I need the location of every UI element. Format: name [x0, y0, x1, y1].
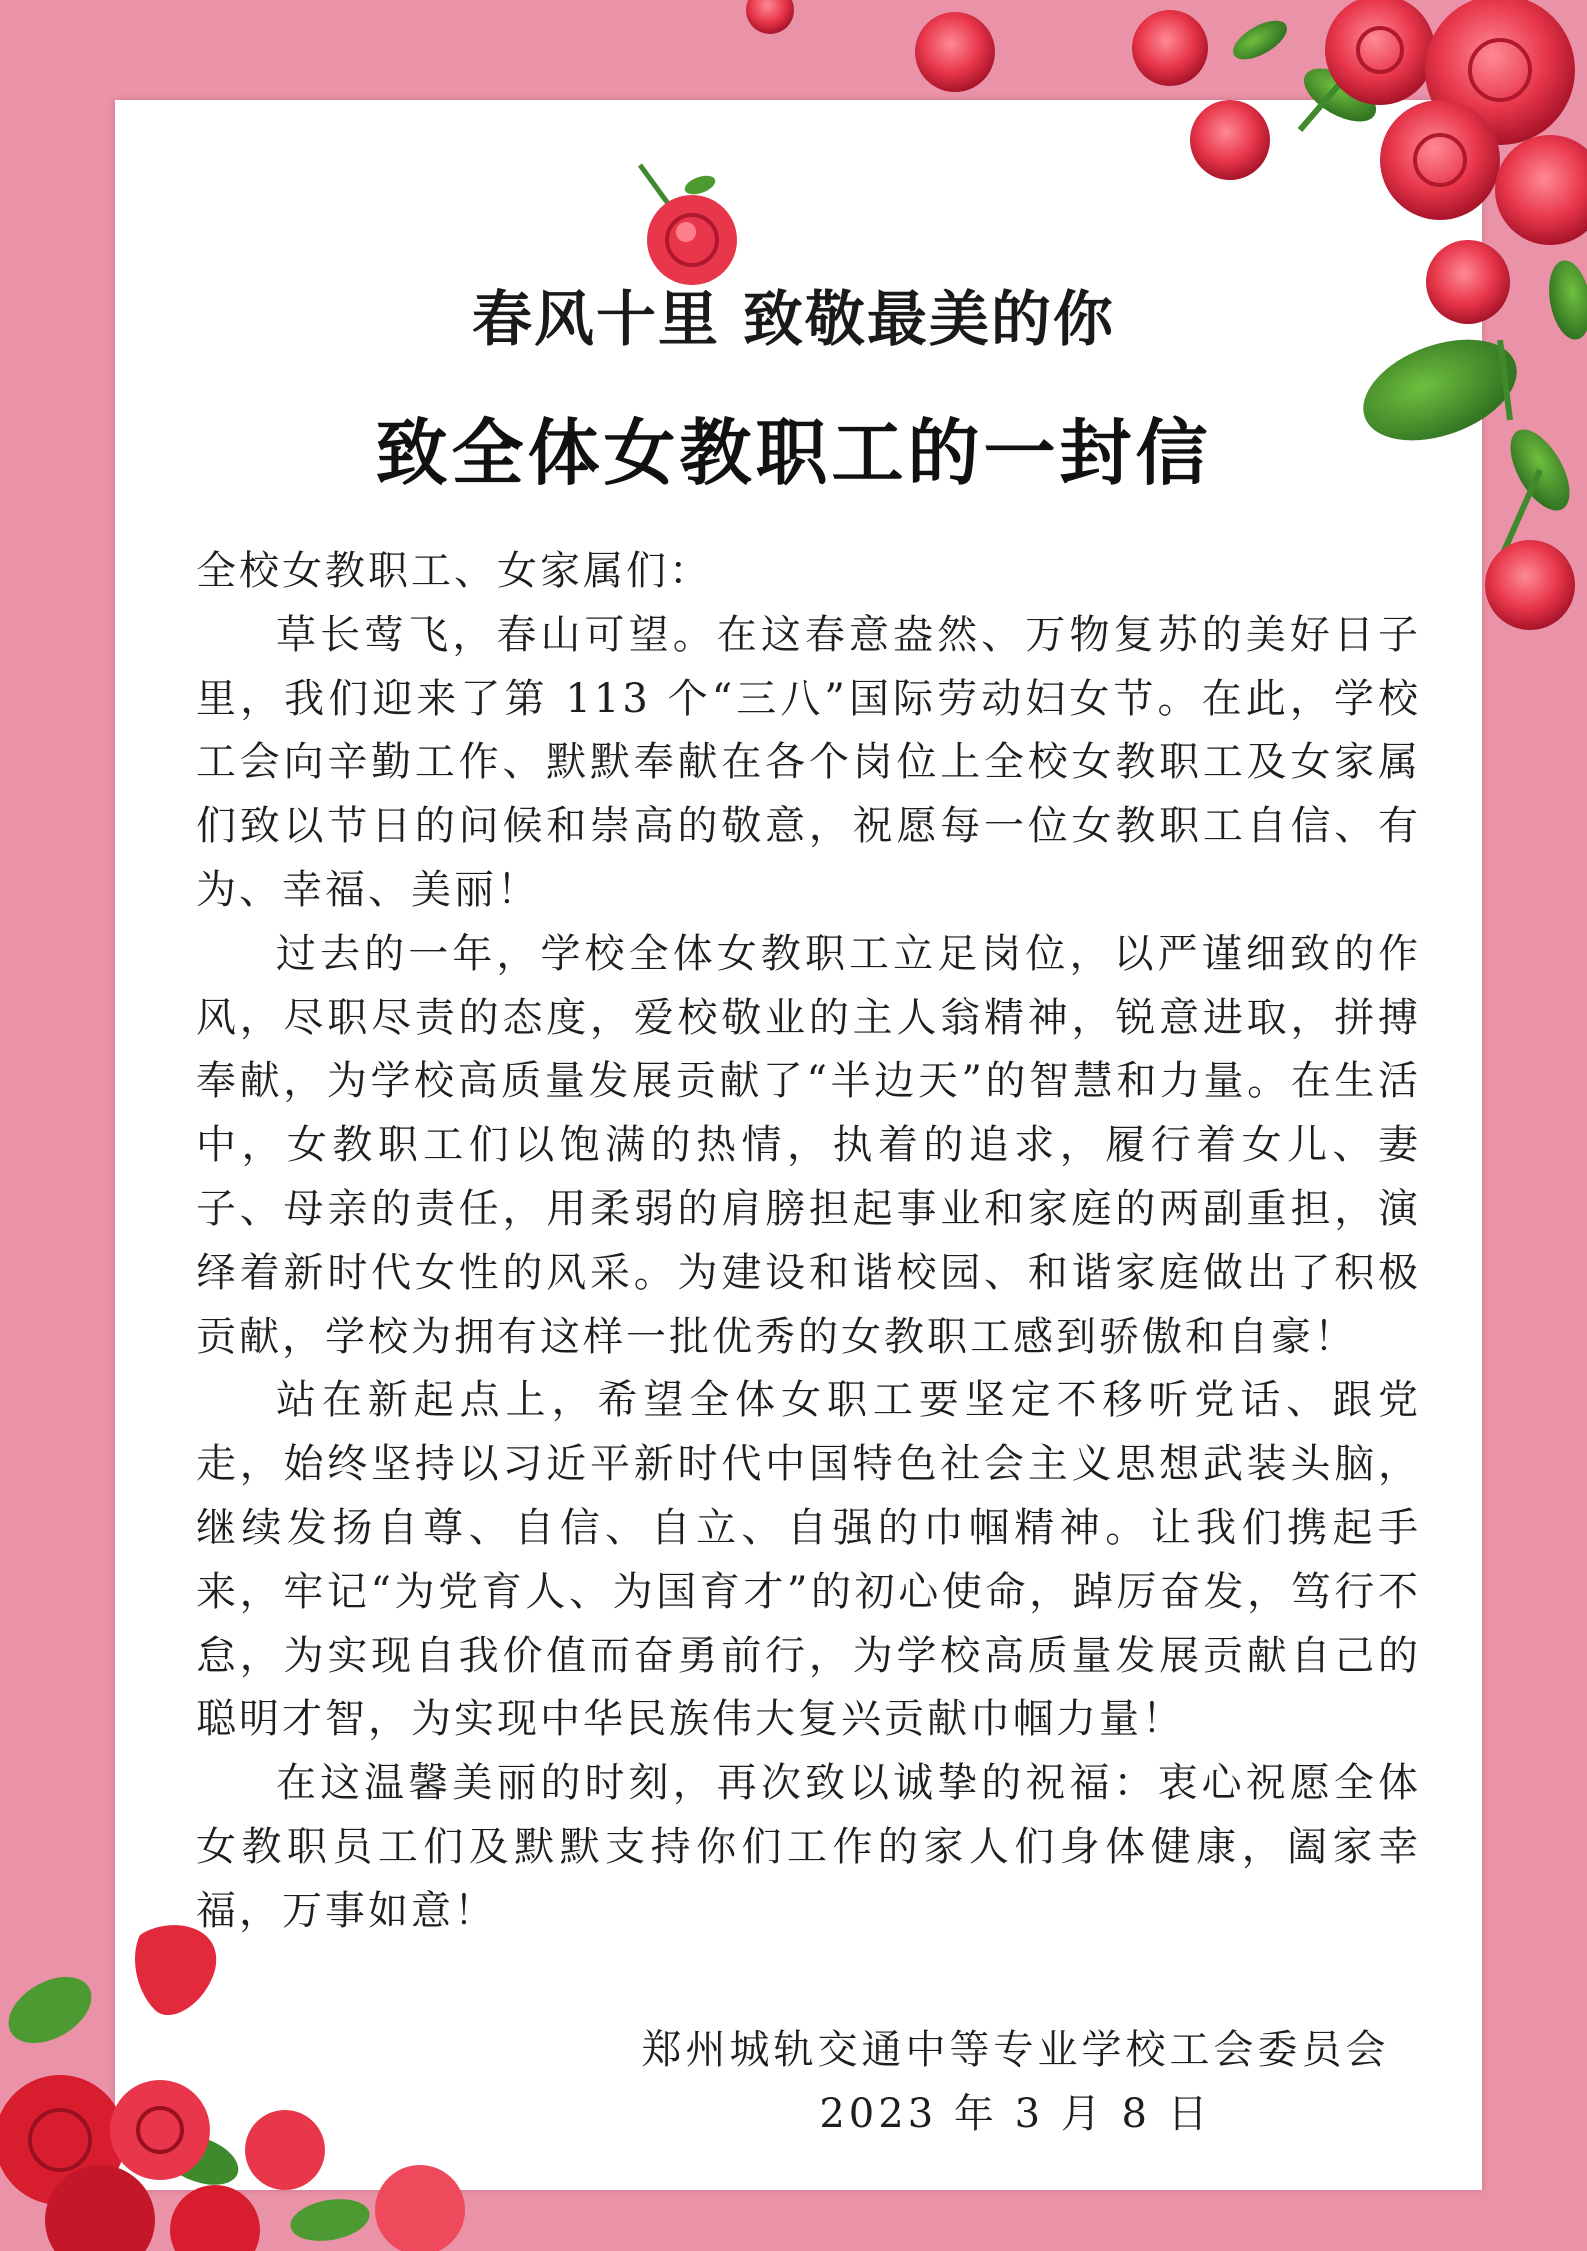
letter-body — [196, 540, 1421, 1944]
letter-salutation: 全校女教职工、女家属们： — [196, 548, 712, 594]
letter-title-line1: 春风十里 致敬最美的你 — [472, 285, 1115, 355]
letter-paragraph: 过去的一年，学校全体女教职工立足岗位，以严谨细致的作风，尽职尽责的态度，爱校敬业的主人翁精神，锐意进取，拼搏奉献，为学校高质量发展贡献了“半边天”的智慧和力量。在生活中，女教职工们以饱满的热情，执着的追求，履行着女儿、妻子、母亲的责任，用柔弱的肩膀担起事业和家庭的两副重担，演绎着新时代女性的风采。为建设和谐校园、和谐家庭做出了积极贡献，学校为拥有这样一批优秀的女教职工感到骄傲和自豪！ — [196, 930, 1421, 1360]
rose-cluster-bottom-left — [0, 1900, 520, 2251]
letter-paragraph: 站在新起点上，希望全体女职工要坚定不移听党话、跟党走，始终坚持以习近平新时代中国特色社会主义思想武装头脑，继续发扬自尊、自信、自立、自强的巾帼精神。让我们携起手来，牢记“为党育人、为国育才”的初心使命，踔厉奋发，笃行不怠，为实现自我价值而奋勇前行，为学校高质量发展贡献自己的聪明才智，为实现中华民族伟大复兴贡献巾帼力量！ — [196, 1377, 1421, 1743]
signature-date: 2023 年 3 月 8 日 — [819, 2091, 1212, 2137]
letter-paragraph: 草长莺飞，春山可望。在这春意盎然、万物复苏的美好日子里，我们迎来了第 113 个“三八”国际劳动妇女节。在此，学校工会向辛勤工作、默默奉献在各个岗位上全校女教职工及女家属们致以节日的问候和崇高的敬意，祝愿每一位女教职工自信、有为、幸福、美丽！ — [196, 611, 1421, 913]
signature-organization: 郑州城轨交通中等专业学校工会委员会 — [641, 2027, 1390, 2073]
letter-paragraph: 在这温馨美丽的时刻，再次致以诚挚的祝福：衷心祝愿全体女教职员工们及默默支持你们工作的家人们身体健康，阖家幸福，万事如意！ — [196, 1760, 1421, 1934]
rose-icon-title — [620, 160, 760, 290]
letter-title-line2: 致全体女教职工的一封信 — [375, 410, 1212, 495]
